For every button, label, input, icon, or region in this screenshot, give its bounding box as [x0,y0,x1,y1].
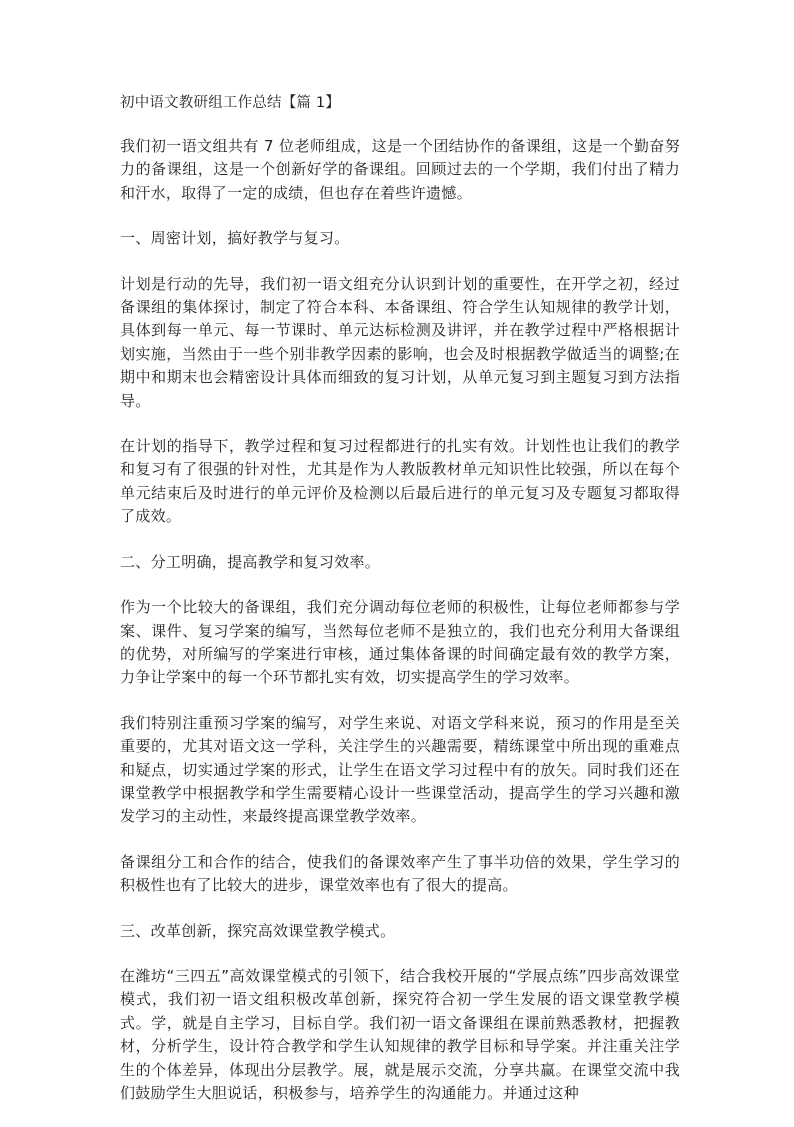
section3-paragraph-1: 在潍坊“三四五”高效课堂模式的引领下，结合我校开展的“学展点练”四步高效课堂模式，我们初一语文组积极改革创新，探究符合初一学生发展的语文课堂教学模式。学，就是自主学习，目标自学。我们初一语文备课组在课前熟悉教材，把握教材，分析学生，设计符合教学和学生认知规律的教学目标和导学案。并注重关注学生的个体差异，体现出分层教学。展，就是展示交流，分享共赢。在课堂交流中我们鼓励学生大胆说话，积极参与，培养学生的沟通能力。并通过这种 [120,966,680,1102]
document-title: 初中语文教研组工作总结【篇 1】 [120,95,341,111]
section2-heading: 二、分工明确，提高教学和复习效率。 [120,552,381,571]
section1-paragraph-2: 在计划的指导下，教学过程和复习过程都进行的扎实有效。计划性也让我们的教学和复习有了很强的针对性，尤其是作为人教版教材单元知识性比较强，所以在每个单元结束后及时进行的单元评价及检测以后最后进行的单元复习及专题复习都取得了成效。 [120,437,680,526]
section1-heading: 一、周密计划，搞好教学与复习。 [120,229,350,248]
section2-paragraph-1: 作为一个比较大的备课组，我们充分调动每位老师的积极性，让每位老师都参与学案、课件、复习学案的编写，当然每位老师不是独立的，我们也充分利用大备课组的优势，对所编写的学案进行审核，通过集体备课的时间确定最有效的教学方案，力争让学案中的每一个环节都扎实有效，切实提高学生的学习效率。 [120,598,680,687]
section1-paragraph-1: 计划是行动的先导，我们初一语文组充分认识到计划的重要性，在开学之初，经过备课组的集体探讨，制定了符合本科、本备课组、符合学生认知规律的教学计划，具体到每一单元、每一节课时、单元达标检测及讲评，并在教学过程中严格根据计划实施，当然由于一些个别非教学因素的影响，也会及时根据教学做适当的调整;在期中和期末也会精密设计具体而细致的复习计划，从单元复习到主题复习到方法指导。 [120,274,680,410]
document-page [120,92,680,1127]
section2-paragraph-3: 备课组分工和合作的结合，使我们的备课效率产生了事半功倍的效果，学生学习的积极性也有了比较大的进步，课堂效率也有了很大的提高。 [120,852,680,895]
section2-paragraph-2: 我们特别注重预习学案的编写，对学生来说、对语文学科来说，预习的作用是至关重要的，尤其对语文这一学科，关注学生的兴趣需要，精练课堂中所出现的重难点和疑点，切实通过学案的形式，让学生在语文学习过程中有的放矢。同时我们还在课堂教学中根据教学和学生需要精心设计一些课堂活动，提高学生的学习兴趣和激发学习的主动性，来最终提高课堂教学效率。 [120,713,680,826]
section3-heading: 三、改革创新，探究高效课堂教学模式。 [120,921,396,940]
intro-paragraph: 我们初一语文组共有 7 位老师组成，这是一个团结协作的备课组，这是一个勤奋努力的备课组，这是一个创新好学的备课组。回顾过去的一个学期，我们付出了精力和汗水，取得了一定的成绩，但也存在着些许遗憾。 [120,137,680,202]
